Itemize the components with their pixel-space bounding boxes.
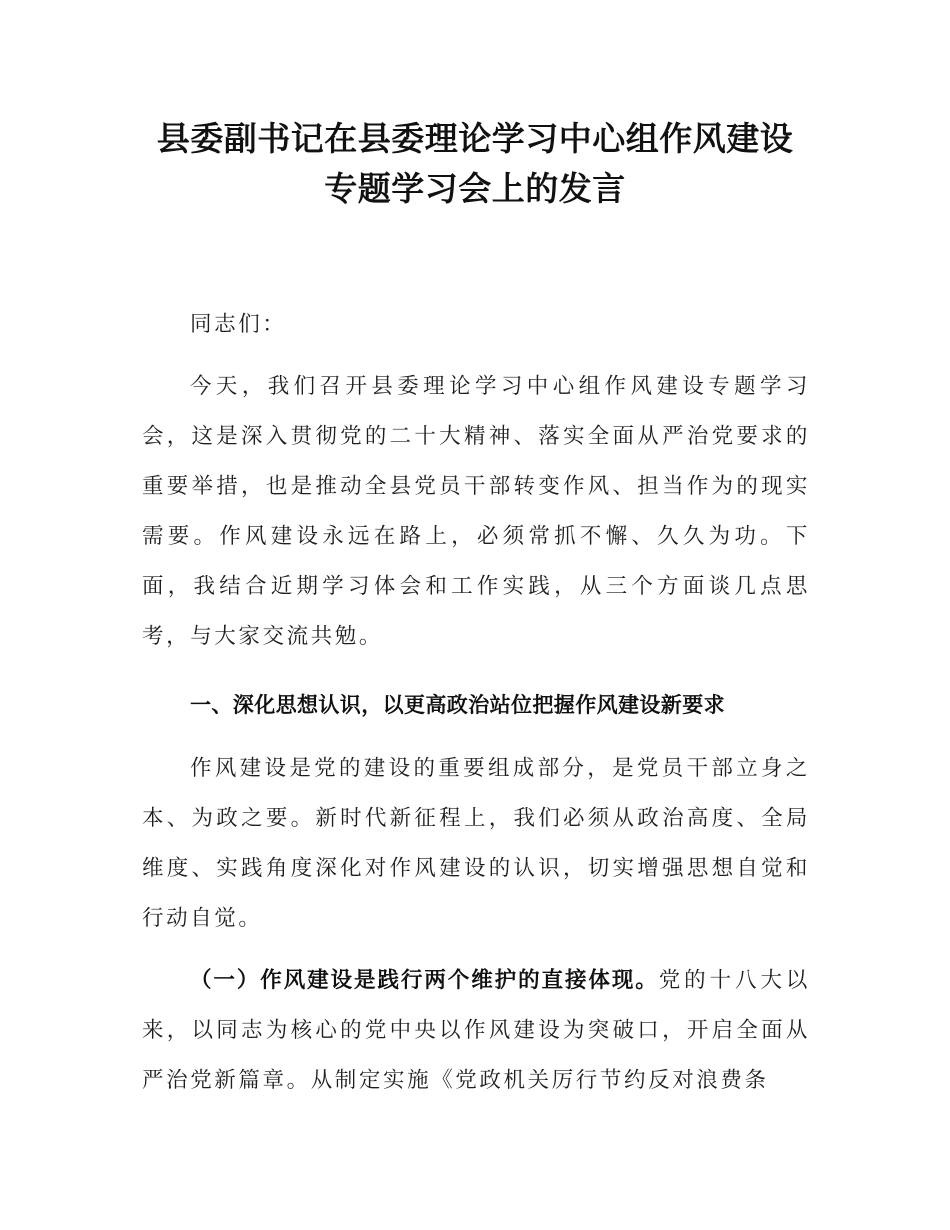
salutation: 同志们： <box>190 312 287 337</box>
section-1-paragraph: 作风建设是党的建设的重要组成部分，是党员干部立身之本、为政之要。新时代新征程上，我们必须从政治高度、全局维度、实践角度深化对作风建设的认识，切实增强思想自觉和行动自觉。 <box>142 756 810 931</box>
subsection-1-lead: （一）作风建设是践行两个维护的直接体现。 <box>190 968 659 993</box>
intro-paragraph: 今天，我们召开县委理论学习中心组作风建设专题学习会，这是深入贯彻党的二十大精神、落实全面从严治党要求的重要举措，也是推动全县党员干部转变作风、担当作为的现实需要。作风建设永远在路上，必须常抓不懈、久久为功。下面，我结合近期学习体会和工作实践，从三个方面谈几点思考，与大家交流共勉。 <box>142 374 810 649</box>
subsection-1-text: 党的十八大以来，以同志为核心的党中央以作风建设为突破口，开启全面从严治党新篇章。从制定实施《党政机关厉行节约反对浪费条 <box>142 968 810 1093</box>
document-title-line-2: 专题学习会上的发言 <box>324 169 626 208</box>
section-heading-1: 一、深化思想认识，以更高政治站位把握作风建设新要求 <box>190 693 725 717</box>
subsection-1-paragraph <box>142 956 810 1106</box>
document-title-line-1: 县委副书记在县委理论学习中心组作风建设 <box>156 119 794 158</box>
